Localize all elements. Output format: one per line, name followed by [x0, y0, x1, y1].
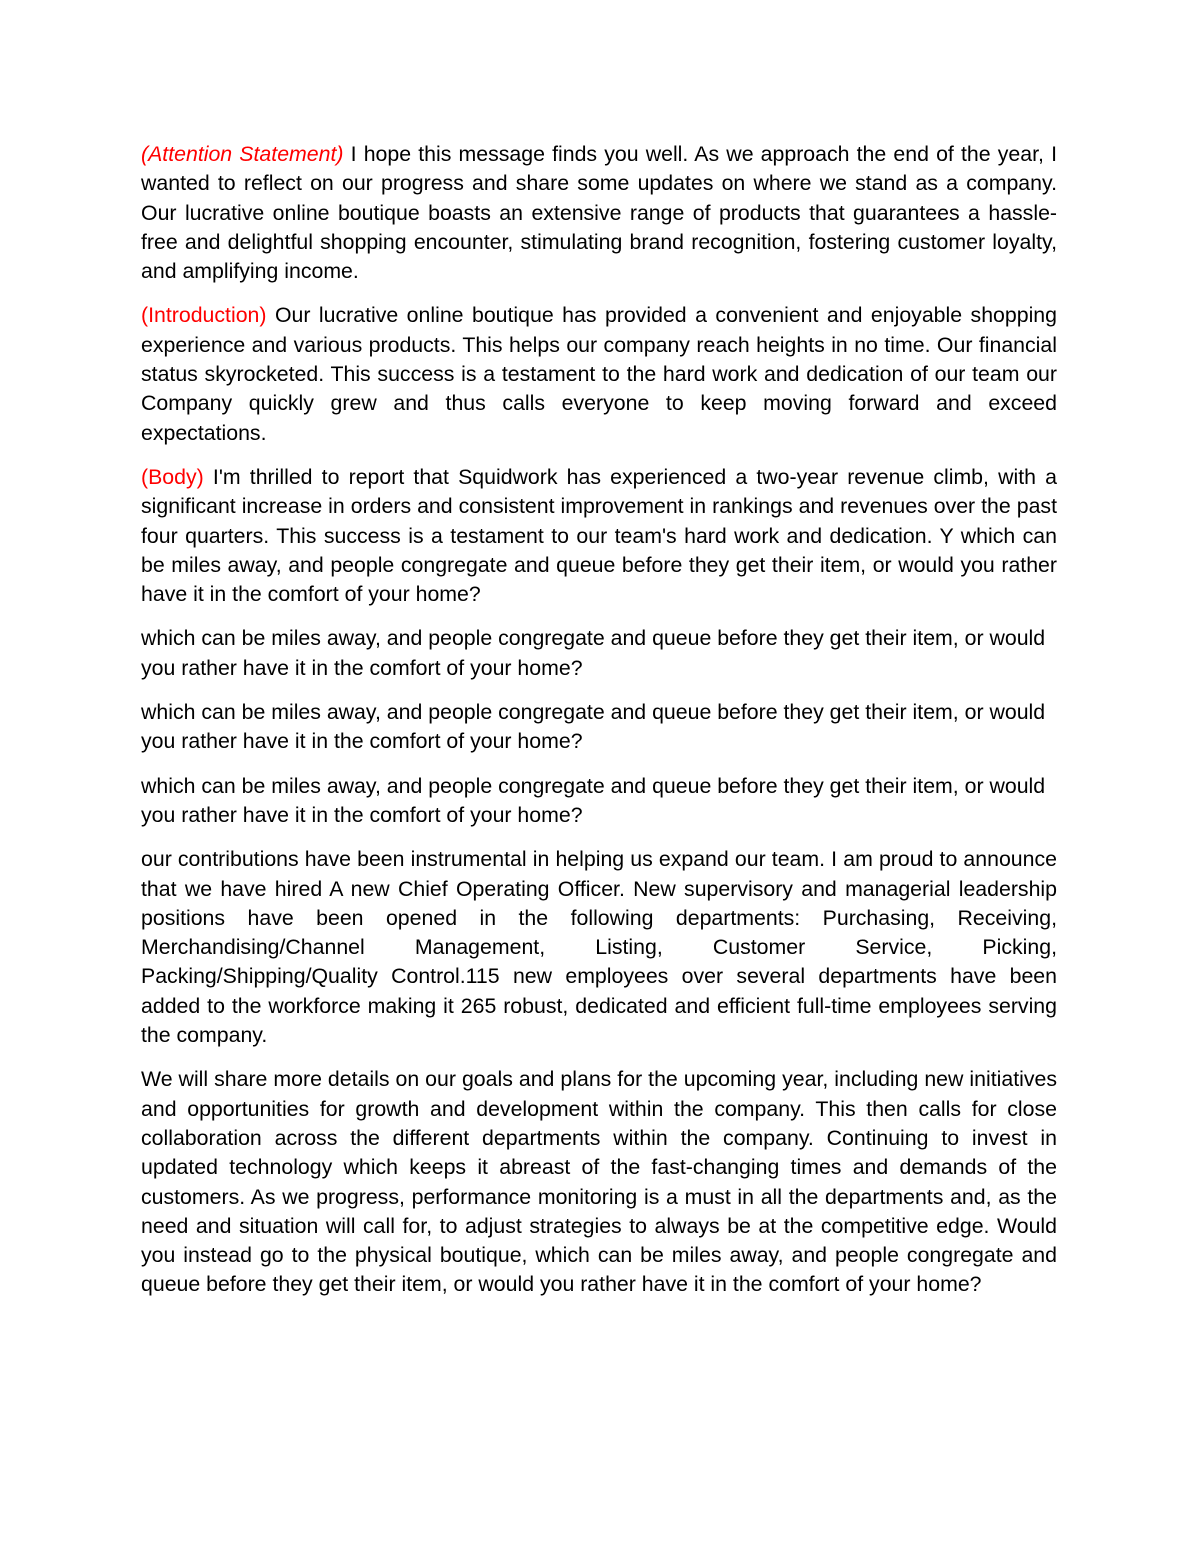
paragraph-text: our contributions have been instrumental in helping us expand our team. I am proud to announce that we have hired A new Chief Operating Officer. New supervisory and managerial leadership positions have been opened in the following departments: Purchasing, Receiving, Merchandising/Channel Management, Listing, Customer Service, Picking, Packing/Shipping/Quality Control.115 new employees over several departments have been added to the workforce making it 265 robust, dedicated and efficient full-time employees serving the company.	[141, 847, 1057, 1048]
section-label-body: (Body)	[141, 464, 204, 489]
document-page	[141, 140, 1057, 1315]
paragraph-repeat-2	[141, 698, 1057, 757]
paragraph-body	[141, 463, 1057, 609]
paragraph-text: which can be miles away, and people congregate and queue before they get their item, or would you rather have it in the comfort of your home?	[141, 626, 1046, 680]
section-label-introduction: (Introduction)	[141, 303, 267, 328]
paragraph-text: I hope this message finds you well. As we approach the end of the year, I wanted to reflect on our progress and share some updates on where we stand as a company. Our lucrative online boutique boasts an extensive range of products that guarantees a hassle-free and delightful shopping encounter, stimulating brand recognition, fostering customer loyalty, and amplifying income.	[141, 142, 1057, 284]
section-label-attention: (Attention Statement)	[141, 142, 344, 166]
paragraph-text: Our lucrative online boutique has provided a convenient and enjoyable shopping experience and various products. This helps our company reach heights in no time. Our financial status skyrocketed. This success is a testament to the hard work and dedication of our team our Company quickly grew and thus calls everyone to keep moving forward and exceed expectations.	[141, 303, 1057, 445]
paragraph-text: which can be miles away, and people congregate and queue before they get their item, or would you rather have it in the comfort of your home?	[141, 773, 1046, 827]
paragraph-contributions	[141, 845, 1057, 1050]
paragraph-introduction	[141, 301, 1057, 447]
paragraph-goals	[141, 1065, 1057, 1299]
paragraph-text: I'm thrilled to report that Squidwork has experienced a two-year revenue climb, with a significant increase in orders and consistent improvement in rankings and revenues over the past four quarters. This success is a testament to our team's hard work and dedication. Y which can be miles away, and people congregate and queue before they get their item, or would you rather have it in the comfort of your home?	[141, 464, 1057, 607]
paragraph-attention-statement	[141, 140, 1057, 286]
paragraph-repeat-3	[141, 772, 1057, 831]
paragraph-text: We will share more details on our goals and plans for the upcoming year, including new initiatives and opportunities for growth and development within the company. This then calls for close collaboration across the different departments within the company. Continuing to invest in updated technology which keeps it abreast of the fast-changing times and demands of the customers. As we progress, performance monitoring is a must in all the departments and, as the need and situation will call for, to adjust strategies to always be at the competitive edge. Would you instead go to the physical boutique, which can be miles away, and people congregate and queue before they get their item, or would you rather have it in the comfort of your home?	[141, 1067, 1057, 1297]
paragraph-repeat-1	[141, 624, 1057, 683]
paragraph-text: which can be miles away, and people congregate and queue before they get their item, or would you rather have it in the comfort of your home?	[141, 700, 1046, 754]
